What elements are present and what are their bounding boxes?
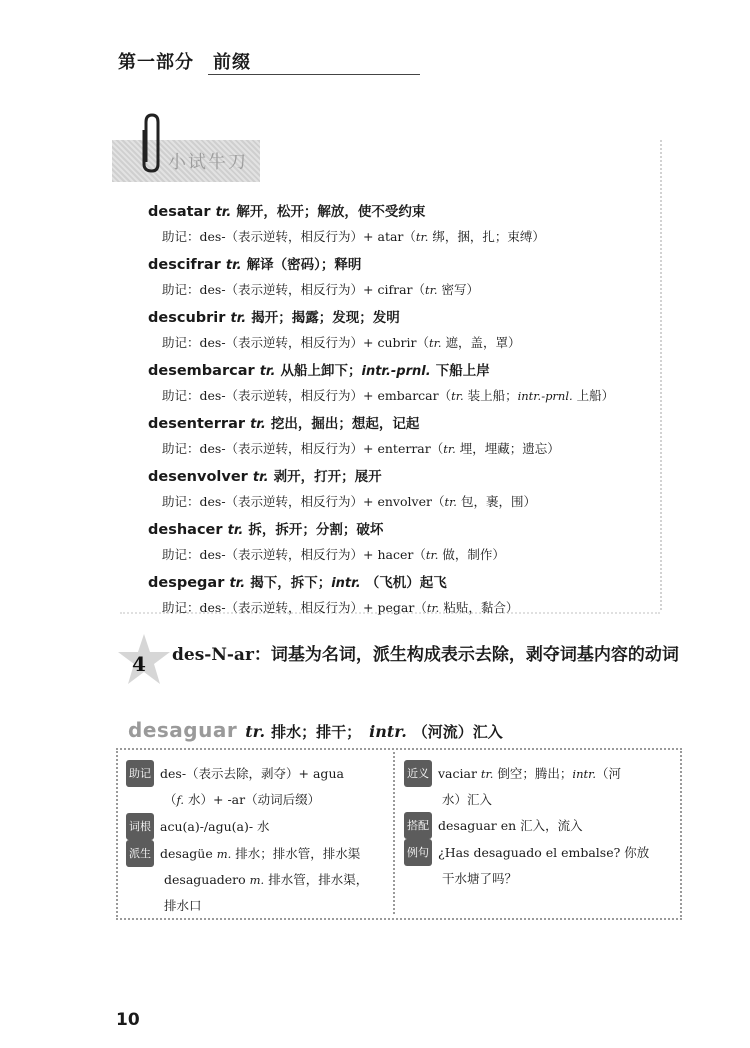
tag-example: 例句: [404, 839, 432, 866]
headword: desembarcar: [148, 363, 255, 379]
mnemonic: 助记：des-（表示逆转，相反行为）+ cubrir（tr. 遮，盖，罩）: [162, 335, 521, 350]
definition: 剥开，打开；展开: [273, 469, 382, 485]
definition: 拆，拆开；分割；破坏: [248, 522, 384, 538]
headword-line: [148, 253, 668, 278]
headword-line: [148, 518, 668, 543]
definition: 排水；排干；: [271, 723, 362, 741]
pos: tr.: [230, 311, 247, 326]
pos: tr.: [229, 576, 246, 591]
headword: desenterrar: [148, 416, 246, 432]
entry-list: [148, 200, 668, 624]
collocation-row: 搭配 desaguar en 汇入，流入: [404, 812, 674, 839]
headword-line: [148, 306, 668, 331]
mnemonic: 助记：des-（表示逆转，相反行为）+ embarcar（tr. 装上船；intr.-prnl. 上船）: [162, 388, 615, 403]
definition: （飞机）起飞: [365, 575, 447, 591]
headword: desatar: [148, 204, 211, 220]
example-row-cont: 干水塘了吗？: [442, 871, 518, 886]
section-number: 4: [132, 652, 146, 676]
definition: 下船上岸: [435, 363, 490, 379]
entry-desembarcar: [148, 359, 668, 408]
section-title: 第一部分 前缀: [118, 52, 251, 73]
pos: tr.: [259, 364, 276, 379]
pos: tr.: [227, 523, 244, 538]
headword: desenvolver: [148, 469, 248, 485]
pos: tr.: [245, 722, 266, 741]
synonym-row-cont: 水）汇入: [442, 792, 493, 807]
derived-row-cont: desaguadero m. 排水管，排水渠，: [164, 872, 369, 887]
mnemonic-row-cont: （f. 水）+ -ar（动词后缀）: [164, 792, 321, 807]
pos: intr.: [369, 722, 407, 741]
headword-line: [148, 412, 668, 437]
box-divider: [393, 752, 395, 914]
mnemonic: 助记：des-（表示逆转，相反行为）+ cifrar（tr. 密写）: [162, 282, 480, 297]
band-label: 小试牛刀: [168, 152, 248, 173]
tag-collocation: 搭配: [404, 812, 432, 839]
main-headword: desaguar: [128, 718, 238, 742]
headword: descubrir: [148, 310, 226, 326]
entry-desenvolver: [148, 465, 668, 514]
definition: 揭下，拆下；: [250, 575, 332, 591]
headword: deshacer: [148, 522, 223, 538]
pos: tr.: [250, 417, 266, 432]
entry-deshacer: [148, 518, 668, 567]
tag-synonym: 近义: [404, 760, 432, 787]
main-headword-line: [128, 718, 503, 742]
definition: 解译（密码）；释明: [246, 257, 362, 273]
entry-desatar: [148, 200, 668, 249]
mnemonic: 助记：des-（表示逆转，相反行为）+ envolver（tr. 包，裹，围）: [162, 494, 536, 509]
derived-row: 派生 desagüe m. 排水；排水管，排水渠: [126, 840, 388, 867]
definition: 从船上卸下；: [280, 363, 362, 379]
definition: （河流）汇入: [412, 723, 503, 741]
header-rule: [208, 74, 420, 75]
entry-descubrir: [148, 306, 668, 355]
pos: tr.: [215, 205, 232, 220]
root-row: 词根 acu(a)-/agu(a)- 水: [126, 813, 388, 840]
definition: 解开，松开；解放，使不受约束: [236, 204, 426, 220]
page-number: 10: [116, 1010, 140, 1030]
tag-root: 词根: [126, 813, 154, 840]
paperclip-icon: [138, 112, 166, 174]
example-row: 例句 ¿Has desaguado el embalse? 你放: [404, 839, 674, 866]
definition: 揭开；揭露；发现；发明: [251, 310, 400, 326]
mnemonic: 助记：des-（表示逆转，相反行为）+ atar（tr. 绑，捆，扎；束缚）: [162, 229, 545, 244]
entry-desenterrar: [148, 412, 668, 461]
mnemonic: 助记：des-（表示逆转，相反行为）+ pegar（tr. 粘贴，黏合）: [162, 600, 519, 615]
info-left-column: [126, 760, 388, 918]
synonym-row: 近义 vaciar tr. 倒空；腾出；intr.（河: [404, 760, 674, 787]
headword-line: [148, 571, 668, 596]
headword: descifrar: [148, 257, 221, 273]
tag-mnemonic: 助记: [126, 760, 154, 787]
tag-derived: 派生: [126, 840, 154, 867]
headword-line: [148, 200, 668, 225]
entry-despegar: [148, 571, 668, 620]
pos: intr.: [331, 576, 361, 591]
headword-line: [148, 465, 668, 490]
derived-row-cont: 排水口: [164, 898, 202, 913]
headword: despegar: [148, 575, 225, 591]
section-heading: des-N-ar：词基为名词，派生构成表示去除，剥夺词基内容的动词: [172, 645, 679, 665]
mnemonic: 助记：des-（表示逆转，相反行为）+ enterrar（tr. 埋，埋藏；遗忘）: [162, 441, 560, 456]
pos: tr.: [225, 258, 242, 273]
entry-descifrar: [148, 253, 668, 302]
headword-line: [148, 359, 668, 384]
mnemonic: 助记：des-（表示逆转，相反行为）+ hacer（tr. 做，制作）: [162, 547, 505, 562]
pos: tr.: [252, 470, 269, 485]
info-right-column: [404, 760, 674, 891]
pos: intr.-prnl.: [361, 364, 431, 379]
mnemonic-row: 助记 des-（表示去除，剥夺）+ agua: [126, 760, 388, 787]
definition: 挖出，掘出；想起，记起: [270, 416, 420, 432]
